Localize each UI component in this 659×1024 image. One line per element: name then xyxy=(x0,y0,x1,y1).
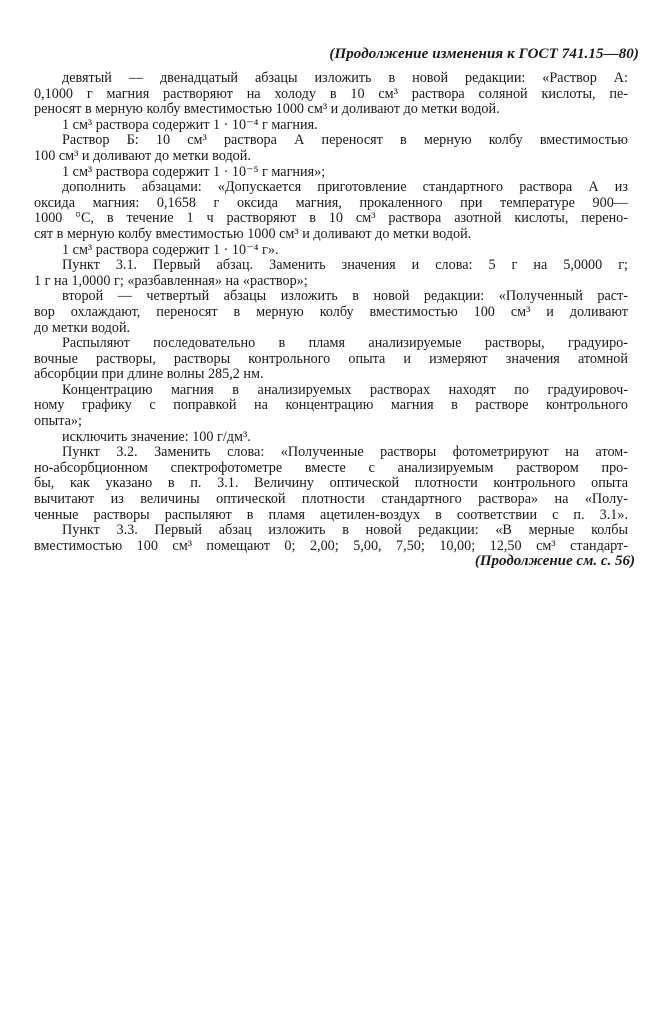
text-line: вычитают из величины оптической плотности стандартного раствора» на «Полу- xyxy=(34,491,628,508)
text-line: до метки водой. xyxy=(34,319,131,336)
text-line: 1 г на 1,0000 г; «разбавленная» на «раствор»; xyxy=(34,272,308,289)
text-line: 1 см³ раствора содержит 1 · 10⁻⁵ г магния»; xyxy=(62,163,326,180)
text-line: реносят в мерную колбу вместимостью 1000 см³ и доливают до метки водой. xyxy=(34,101,500,118)
text-line: но-абсорбционном спектрофотометре вместе с анализируемым раствором про- xyxy=(34,459,628,476)
text-line: 1 см³ раствора содержит 1 · 10⁻⁴ г магния. xyxy=(62,116,318,133)
text-line: Распыляют последовательно в пламя анализируемые растворы, градуиро- xyxy=(62,335,628,352)
continuation-header: (Продолжение изменения к ГОСТ 741.15—80) xyxy=(329,46,639,62)
text-line: 100 см³ и доливают до метки водой. xyxy=(34,147,251,164)
text-line: вор охлаждают, переносят в мерную колбу вместимостью 100 см³ и доливают xyxy=(34,303,628,320)
text-line: дополнить абзацами: «Допускается приготовление стандартного раствора А из xyxy=(62,179,628,196)
text-line: Пункт 3.3. Первый абзац изложить в новой редакции: «В мерные колбы xyxy=(62,522,628,539)
text-line: Концентрацию магния в анализируемых растворах находят по градуировоч- xyxy=(62,381,628,398)
text-line: девятый — двенадцатый абзацы изложить в новой редакции: «Раствор А: xyxy=(62,70,628,86)
text-line: ченные растворы распыляют в пламя ацетилен-воздух в соответствии с п. 3.1». xyxy=(34,506,628,523)
text-line: ному графику с поправкой на концентрацию магния в растворе контрольного xyxy=(34,397,628,414)
text-line: Пункт 3.2. Заменить слова: «Полученные растворы фотометрируют на атом- xyxy=(62,444,628,461)
text-line: вместимостью 100 см³ помещают 0; 2,00; 5,00, 7,50; 10,00; 12,50 см³ стандарт- xyxy=(34,537,628,554)
text-line: оксида магния: 0,1658 г оксида магния, прокаленного при температуре 900— xyxy=(34,194,628,211)
text-line: Пункт 3.1. Первый абзац. Заменить значения и слова: 5 г на 5,0000 г; xyxy=(62,257,628,274)
body-text xyxy=(34,71,628,554)
text-line: 1000 °С, в течение 1 ч растворяют в 10 см³ раствора азотной кислоты, перено- xyxy=(34,210,628,227)
text-line: опыта»; xyxy=(34,413,82,430)
text-line: бы, как указано в п. 3.1. Величину оптической плотности контрольного опыта xyxy=(34,475,628,492)
text-line: второй — четвертый абзацы изложить в новой редакции: «Полученный раст- xyxy=(62,288,628,305)
text-line: абсорбции при длине волны 285,2 нм. xyxy=(34,366,264,383)
text-line: 0,1000 г магния растворяют на холоду в 10 см³ раствора соляной кислоты, пе- xyxy=(34,85,628,102)
continuation-footer: (Продолжение см. с. 56) xyxy=(474,553,635,569)
text-line: вочные растворы, растворы контрольного опыта и измеряют значения атомной xyxy=(34,350,628,367)
text-line: исключить значение: 100 г/дм³. xyxy=(62,428,251,445)
text-line: 1 см³ раствора содержит 1 · 10⁻⁴ г». xyxy=(62,241,279,258)
text-line: сят в мерную колбу вместимостью 1000 см³ и доливают до метки водой. xyxy=(34,225,472,242)
text-line: Раствор Б: 10 см³ раствора А переносят в мерную колбу вместимостью xyxy=(62,132,628,149)
